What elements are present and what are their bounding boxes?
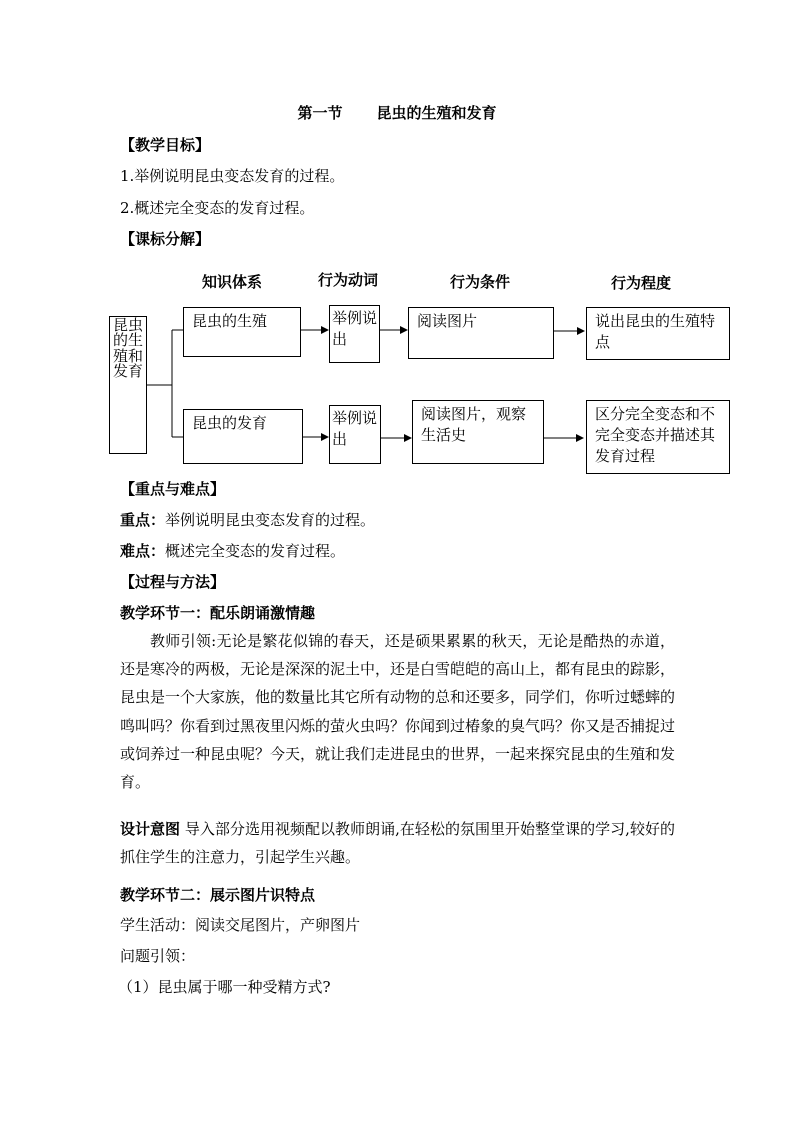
- diagram-header-condition: 行为条件: [450, 273, 511, 291]
- row2-degree-box: 区分完全变态和不完全变态并描述其发育过程: [586, 400, 730, 474]
- question-intro: 问题引领：: [120, 947, 196, 965]
- difficult-label: 难点：: [120, 542, 166, 560]
- row2-verb-box: 举例说出: [329, 405, 381, 464]
- design-label: 设计意图: [120, 820, 181, 838]
- difficult-text: 概述完全变态的发育过程。: [165, 542, 346, 560]
- step1-title: 教学环节一：配乐朗诵激情趣: [120, 604, 316, 622]
- difficult-point-line: [120, 540, 345, 561]
- title-topic: 昆虫的生殖和发育: [376, 104, 497, 122]
- page-title: [0, 102, 794, 123]
- title-section: 第一节: [297, 104, 343, 122]
- objective-1: 1.举例说明昆虫变态发育的过程。: [120, 167, 345, 185]
- row2-condition-box: 阅读图片，观察生活史: [412, 400, 544, 464]
- design-intent: [120, 815, 675, 871]
- key-text: 举例说明昆虫变态发育的过程。: [165, 511, 376, 529]
- row1-knowledge-box: 昆虫的生殖: [183, 307, 301, 357]
- key-label: 重点：: [120, 511, 166, 529]
- diagram-header-verb: 行为动词: [318, 271, 379, 289]
- diagram-header-knowledge: 知识体系: [202, 273, 263, 291]
- diagram-root-box: 昆虫的生殖和发育: [109, 316, 147, 454]
- heading-key-points: 【重点与难点】: [120, 480, 226, 498]
- diagram-header-degree: 行为程度: [611, 274, 672, 292]
- key-point-line: [120, 509, 375, 530]
- heading-process: 【过程与方法】: [120, 573, 226, 591]
- step1-paragraph: 教师引领:无论是繁花似锦的春天，还是硕果累累的秋天，无论是酷热的赤道，还是寒冷的两极，无论是深深的泥土中，还是白雪皑皑的高山上，都有昆虫的踪影，昆虫是一个大家族，他的数量比其它所有动物的总和还要多，同学们，你听过蟋蟀的鸣叫吗？你看到过黑夜里闪烁的萤火虫吗？你闻到过椿象的臭气吗？你又是否捕捉过或饲养过一种昆虫呢？今天，就让我们走进昆虫的世界，一起来探究昆虫的生殖和发育。: [120, 632, 676, 792]
- heading-objectives: 【教学目标】: [120, 136, 211, 154]
- row2-knowledge-box: 昆虫的发育: [183, 409, 303, 464]
- row1-degree-box: 说出昆虫的生殖特点: [586, 307, 730, 360]
- design-text: 导入部分选用视频配以教师朗诵,在轻松的氛围里开始整堂课的学习,较好的抓住学生的注意力，引起学生兴趣。: [120, 820, 675, 867]
- step2-title: 教学环节二：展示图片识特点: [120, 886, 316, 904]
- student-activity: 学生活动：阅读交尾图片，产卵图片: [120, 916, 361, 934]
- objective-2: 2.概述完全变态的发育过程。: [120, 199, 315, 217]
- row1-verb-box: 举例说出: [329, 305, 380, 363]
- heading-curriculum: 【课标分解】: [120, 230, 211, 248]
- row1-condition-box: 阅读图片: [408, 307, 554, 359]
- question-1: （1）昆虫属于哪一种受精方式?: [118, 978, 331, 996]
